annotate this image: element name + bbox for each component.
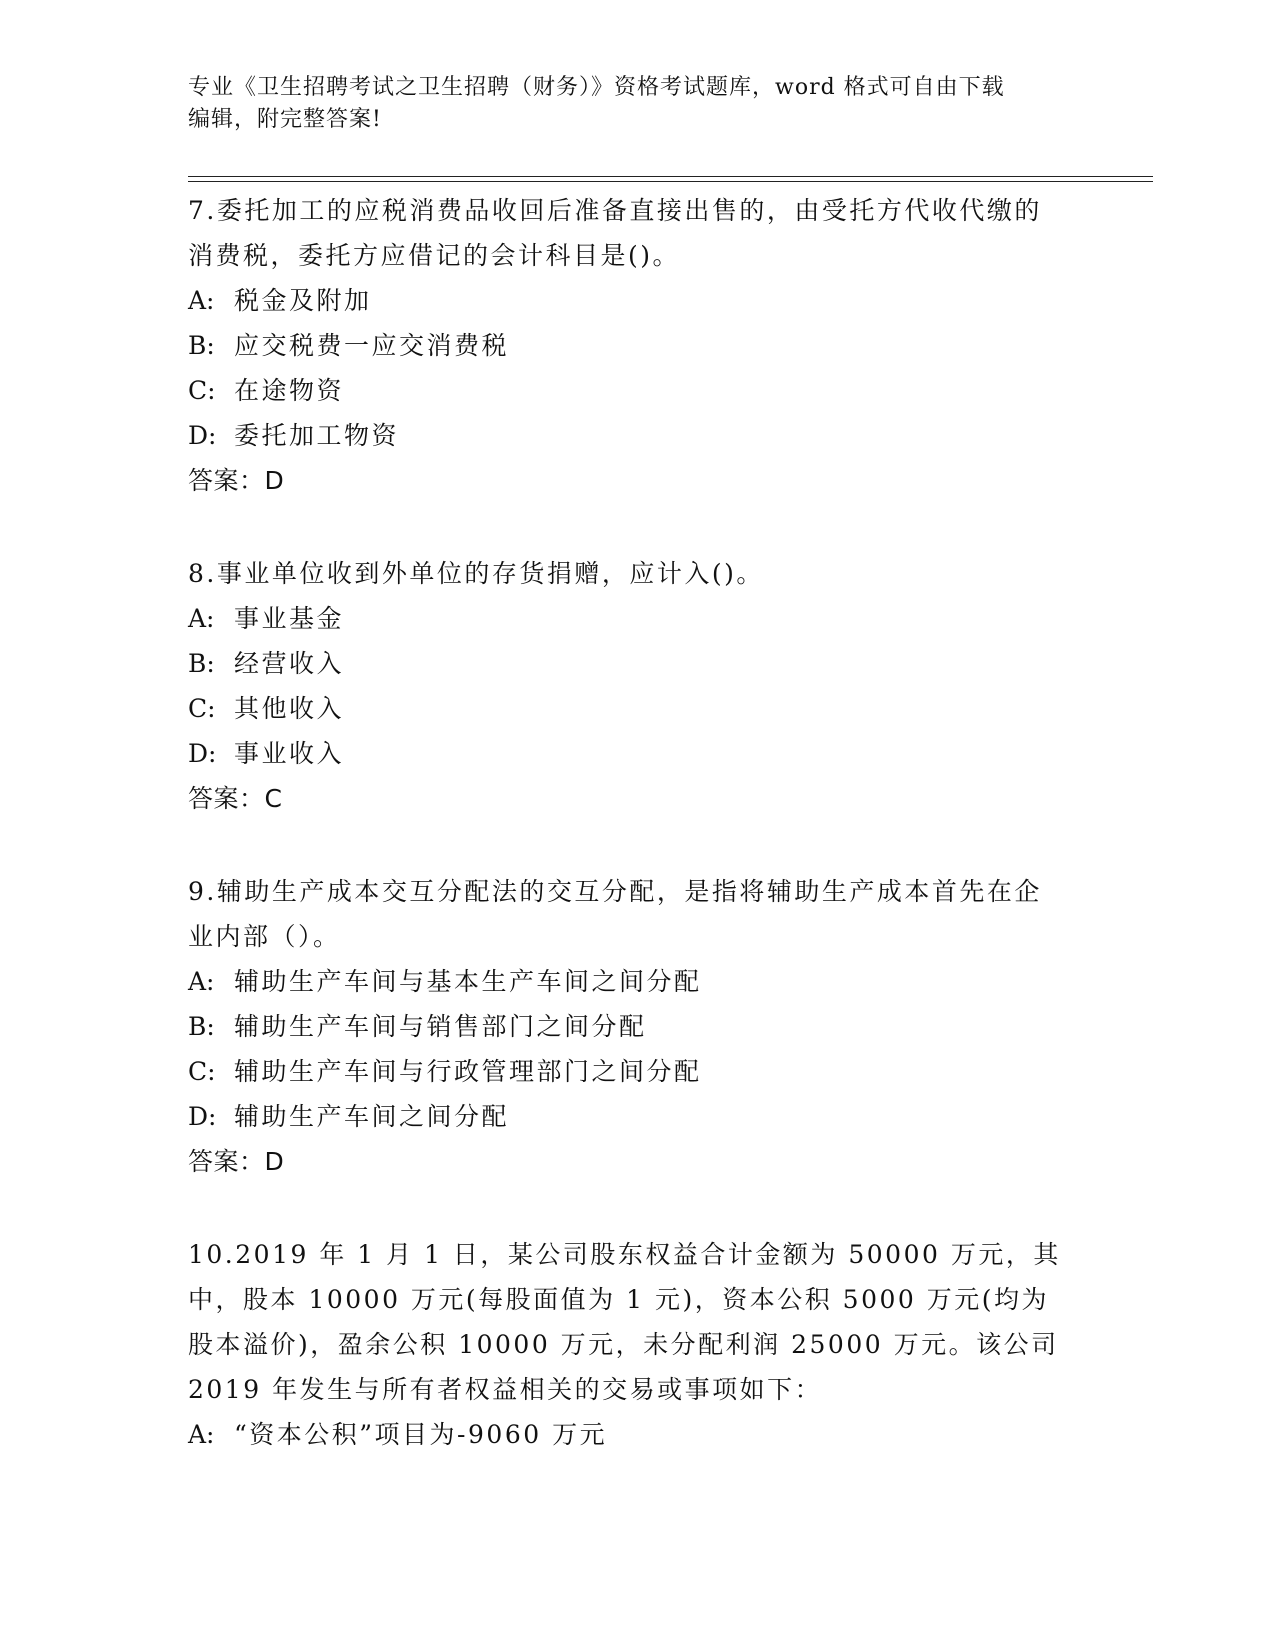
option-a <box>188 278 1068 323</box>
option-key: A: <box>188 967 215 996</box>
question-8 <box>188 551 1068 821</box>
option-d <box>188 413 1068 458</box>
question-stem: 10.2019 年 1 月 1 日，某公司股东权益合计金额为 50000 万元，其中，股本 10000 万元(每股面值为 1 元)，资本公积 5000 万元(均为股本溢价)，盈余公积 10000 万元，未分配利润 25000 万元。该公司 2019 年发生与所有者权益相关的交易或事项如下： <box>188 1240 1061 1404</box>
option-a <box>188 959 1068 1004</box>
option-c <box>188 1049 1068 1094</box>
option-d <box>188 1094 1068 1139</box>
option-key: C: <box>188 1057 216 1086</box>
option-key: D: <box>188 739 217 768</box>
option-b <box>188 641 1068 686</box>
answer-line: 答案：D <box>188 1147 285 1176</box>
option-text: 在途物资 <box>234 376 345 405</box>
document-header <box>188 72 1068 136</box>
option-a <box>188 596 1068 641</box>
option-text: 事业基金 <box>234 604 345 633</box>
question-stem: 8.事业单位收到外单位的存货捐赠，应计入()。 <box>188 559 764 588</box>
option-c <box>188 368 1068 413</box>
option-text: 其他收入 <box>234 694 345 723</box>
option-key: B: <box>188 1012 215 1041</box>
option-key: D: <box>188 421 217 450</box>
option-key: C: <box>188 376 216 405</box>
option-text: 辅助生产车间与行政管理部门之间分配 <box>234 1057 702 1086</box>
question-stem: 9.辅助生产成本交互分配法的交互分配，是指将辅助生产成本首先在企业内部（）。 <box>188 877 1042 951</box>
header-divider-bottom <box>188 181 1153 182</box>
header-line-2: 编辑，附完整答案! <box>188 107 382 132</box>
option-b <box>188 323 1068 368</box>
question-10 <box>188 1232 1068 1457</box>
option-text: 辅助生产车间与基本生产车间之间分配 <box>234 967 702 996</box>
option-a <box>188 1412 1068 1457</box>
option-b <box>188 1004 1068 1049</box>
option-text: 经营收入 <box>234 649 345 678</box>
option-text: 税金及附加 <box>234 286 372 315</box>
option-key: A: <box>188 1420 215 1449</box>
header-divider-top <box>188 176 1153 177</box>
option-text: 应交税费一应交消费税 <box>234 331 510 360</box>
question-9 <box>188 869 1068 1184</box>
question-stem: 7.委托加工的应税消费品收回后准备直接出售的，由受托方代收代缴的消费税，委托方应借记的会计科目是()。 <box>188 196 1042 270</box>
option-text: “资本公积”项目为-9060 万元 <box>234 1420 608 1449</box>
option-key: A: <box>188 604 215 633</box>
option-key: A: <box>188 286 215 315</box>
option-text: 辅助生产车间与销售部门之间分配 <box>234 1012 647 1041</box>
option-key: C: <box>188 694 216 723</box>
option-text: 辅助生产车间之间分配 <box>234 1102 510 1131</box>
answer-line: 答案：C <box>188 784 283 813</box>
header-line-1: 专业《卫生招聘考试之卫生招聘（财务）》资格考试题库，word 格式可自由下载 <box>188 75 1005 100</box>
option-text: 委托加工物资 <box>234 421 400 450</box>
question-7 <box>188 188 1068 503</box>
option-key: B: <box>188 649 215 678</box>
option-c <box>188 686 1068 731</box>
option-text: 事业收入 <box>234 739 345 768</box>
option-key: D: <box>188 1102 217 1131</box>
option-key: B: <box>188 331 215 360</box>
answer-line: 答案：D <box>188 466 285 495</box>
option-d <box>188 731 1068 776</box>
question-list <box>188 188 1068 1505</box>
